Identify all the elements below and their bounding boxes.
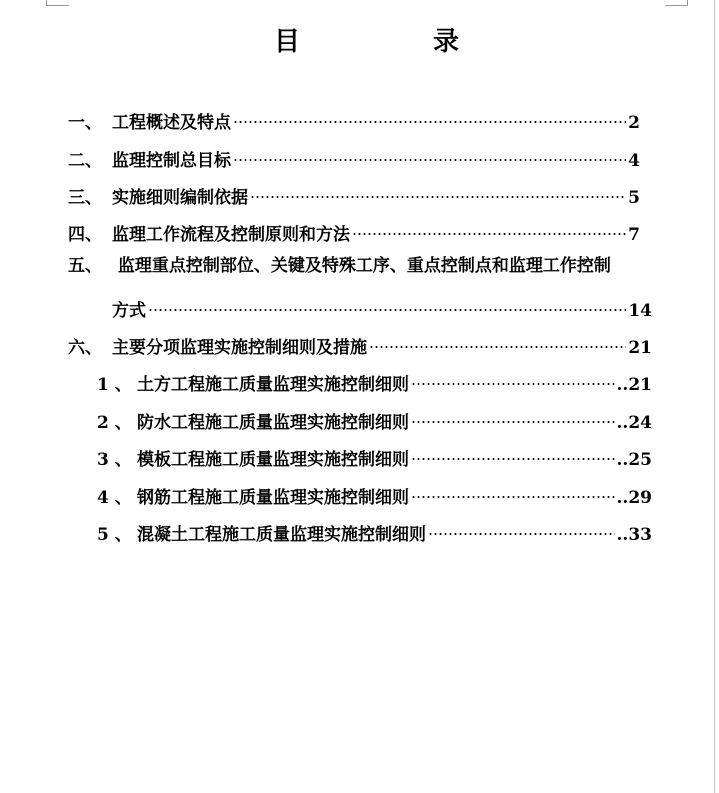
toc-dot-leader bbox=[231, 104, 628, 128]
toc-subentry-page: ..24 bbox=[616, 413, 652, 433]
toc-entry-page: 7 bbox=[628, 225, 640, 245]
toc-subentry-number: 2 、 bbox=[97, 413, 132, 433]
toc-entry[interactable] bbox=[68, 142, 640, 171]
toc-entry-label-continued: 方式 bbox=[112, 301, 146, 321]
toc-entry-label: 监理重点控制部位、关键及特殊工序、重点控制点和监理工作控制 bbox=[117, 256, 611, 276]
page-corner-mark-right bbox=[665, 0, 688, 6]
toc-subentry[interactable] bbox=[97, 366, 652, 395]
toc-subentry-page: ..21 bbox=[616, 375, 652, 395]
toc-entry-number: 五、 bbox=[68, 256, 102, 276]
toc-subentry-number: 1 、 bbox=[97, 375, 132, 395]
toc-dot-leader bbox=[409, 366, 617, 390]
toc-entry-number: 六、 bbox=[68, 338, 102, 358]
toc-subentry-page: ..33 bbox=[616, 525, 652, 545]
toc-dot-leader bbox=[248, 179, 628, 203]
toc-entry-label: 监理工作流程及控制原则和方法 bbox=[112, 225, 350, 245]
toc-subentry-number: 4 、 bbox=[97, 488, 132, 508]
toc-title bbox=[0, 25, 719, 59]
toc-entry-label: 主要分项监理实施控制细则及措施 bbox=[112, 338, 367, 358]
toc-entry[interactable] bbox=[68, 179, 640, 208]
toc-subentry-label: 土方工程施工质量监理实施控制细则 bbox=[137, 375, 409, 395]
toc-subentry[interactable] bbox=[97, 441, 652, 470]
toc-subentry-number: 5 、 bbox=[97, 525, 132, 545]
toc-dot-leader bbox=[146, 292, 628, 316]
toc-entry-page: 21 bbox=[628, 338, 652, 358]
toc-entry-number: 一、 bbox=[68, 113, 102, 133]
toc-entry-continuation[interactable] bbox=[112, 292, 652, 321]
page-edge bbox=[714, 0, 715, 793]
toc-title-char-2: 录 bbox=[433, 27, 460, 57]
toc-entry-page: 5 bbox=[628, 188, 640, 208]
toc-subentry[interactable] bbox=[97, 479, 652, 508]
toc-entry-label: 实施细则编制依据 bbox=[112, 188, 248, 208]
toc-entry-number: 三、 bbox=[68, 188, 102, 208]
toc-entry-page: 2 bbox=[628, 113, 640, 133]
toc-entry-page: 4 bbox=[628, 151, 640, 171]
toc-entry[interactable] bbox=[68, 216, 640, 245]
toc-subentry-label: 混凝土工程施工质量监理实施控制细则 bbox=[137, 525, 426, 545]
toc-entry-number: 四、 bbox=[68, 225, 102, 245]
toc-entry[interactable] bbox=[68, 329, 652, 358]
toc-dot-leader bbox=[409, 441, 617, 465]
toc-entry-page: 14 bbox=[628, 301, 652, 321]
toc-dot-leader bbox=[231, 142, 628, 166]
toc-subentry-label: 防水工程施工质量监理实施控制细则 bbox=[137, 413, 409, 433]
toc-subentry[interactable] bbox=[97, 404, 652, 433]
toc-dot-leader bbox=[409, 479, 617, 503]
toc-subentry-label: 模板工程施工质量监理实施控制细则 bbox=[137, 450, 409, 470]
toc-dot-leader bbox=[350, 216, 628, 240]
toc-subentry-number: 3 、 bbox=[97, 450, 132, 470]
toc-dot-leader bbox=[367, 329, 628, 353]
toc-subentry[interactable] bbox=[97, 516, 652, 545]
toc-entry[interactable] bbox=[68, 104, 640, 133]
toc-subentry-page: ..29 bbox=[616, 488, 652, 508]
toc-entry-label: 工程概述及特点 bbox=[112, 113, 231, 133]
toc-title-char-1: 目 bbox=[274, 27, 301, 57]
toc-dot-leader bbox=[409, 404, 617, 428]
toc-dot-leader bbox=[426, 516, 617, 540]
toc-entry-label: 监理控制总目标 bbox=[112, 151, 231, 171]
toc-entry-number: 二、 bbox=[68, 151, 102, 171]
page-corner-mark-left bbox=[46, 0, 69, 6]
toc-subentry-label: 钢筋工程施工质量监理实施控制细则 bbox=[137, 488, 409, 508]
toc-entry[interactable] bbox=[68, 254, 668, 278]
toc-subentry-page: ..25 bbox=[616, 450, 652, 470]
